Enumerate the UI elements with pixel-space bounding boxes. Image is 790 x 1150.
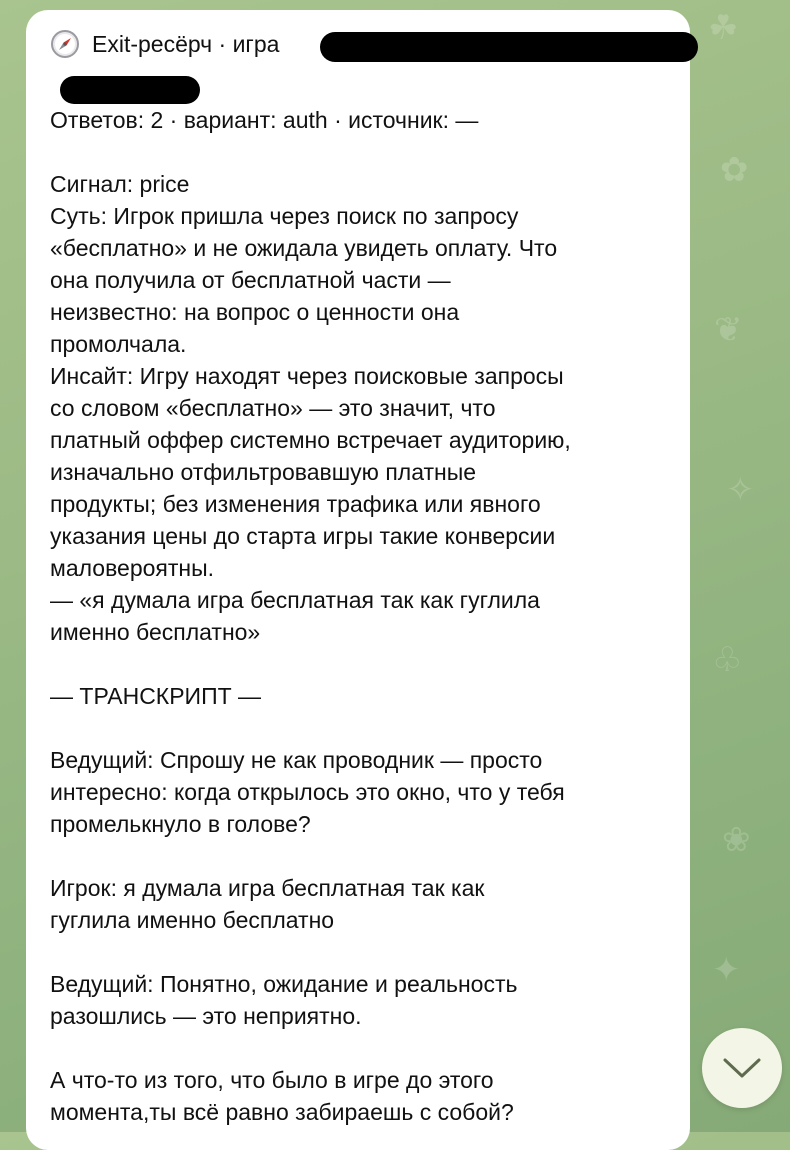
chevron-down-icon [722,1057,762,1079]
wallpaper-doodle: ✧ [726,470,755,510]
redaction-bar [320,32,698,62]
wallpaper-doodle: ❀ [722,820,751,860]
scroll-down-button[interactable] [702,1028,782,1108]
wallpaper-doodle: ♧ [712,640,743,680]
wallpaper-doodle: ✦ [712,950,741,990]
message-text: Ответов: 2 · вариант: auth · источник: — Сигнал: price Суть: Игрок пришла через поиск по запросу «бесплатно» и не ожидала увидеть оплату. Что она получила от бесплатной части — неизвестно: на вопрос о ценности она промолчала. Инсайт: Игру находят через поисковые запросы со словом «бесплатно» — это значит, что платный оффер системно встречает аудиторию, изначально отфильтровавшую платные продукты; без изменения трафика или явного указания цены до старта игры такие конверсии маловероятны. — «я думала игра бесплатная так как гуглила именно бесплатно» — ТРАНСКРИПТ — Ведущий: Спрошу не как проводник — просто интересно: когда открылось это окно, что у тебя промелькнуло в голове? Игрок: я думала игра бесплатная так как гуглила именно бесплатно Ведущий: Понятно, ожидание и реальность разошлись — это неприятно. А что-то из того, что было в игре до этого момента,ты всё равно забираешь с собой? [50,107,571,1125]
message-title: Exit-ресёрч · игра [92,30,280,57]
message-bubble [26,10,690,1150]
wallpaper-doodle: ✿ [720,150,749,190]
compass-icon [50,29,80,59]
redaction-bar [60,76,200,104]
message-header [50,24,668,64]
wallpaper-doodle: ❦ [714,310,743,350]
wallpaper-doodle: ☘ [708,8,739,48]
